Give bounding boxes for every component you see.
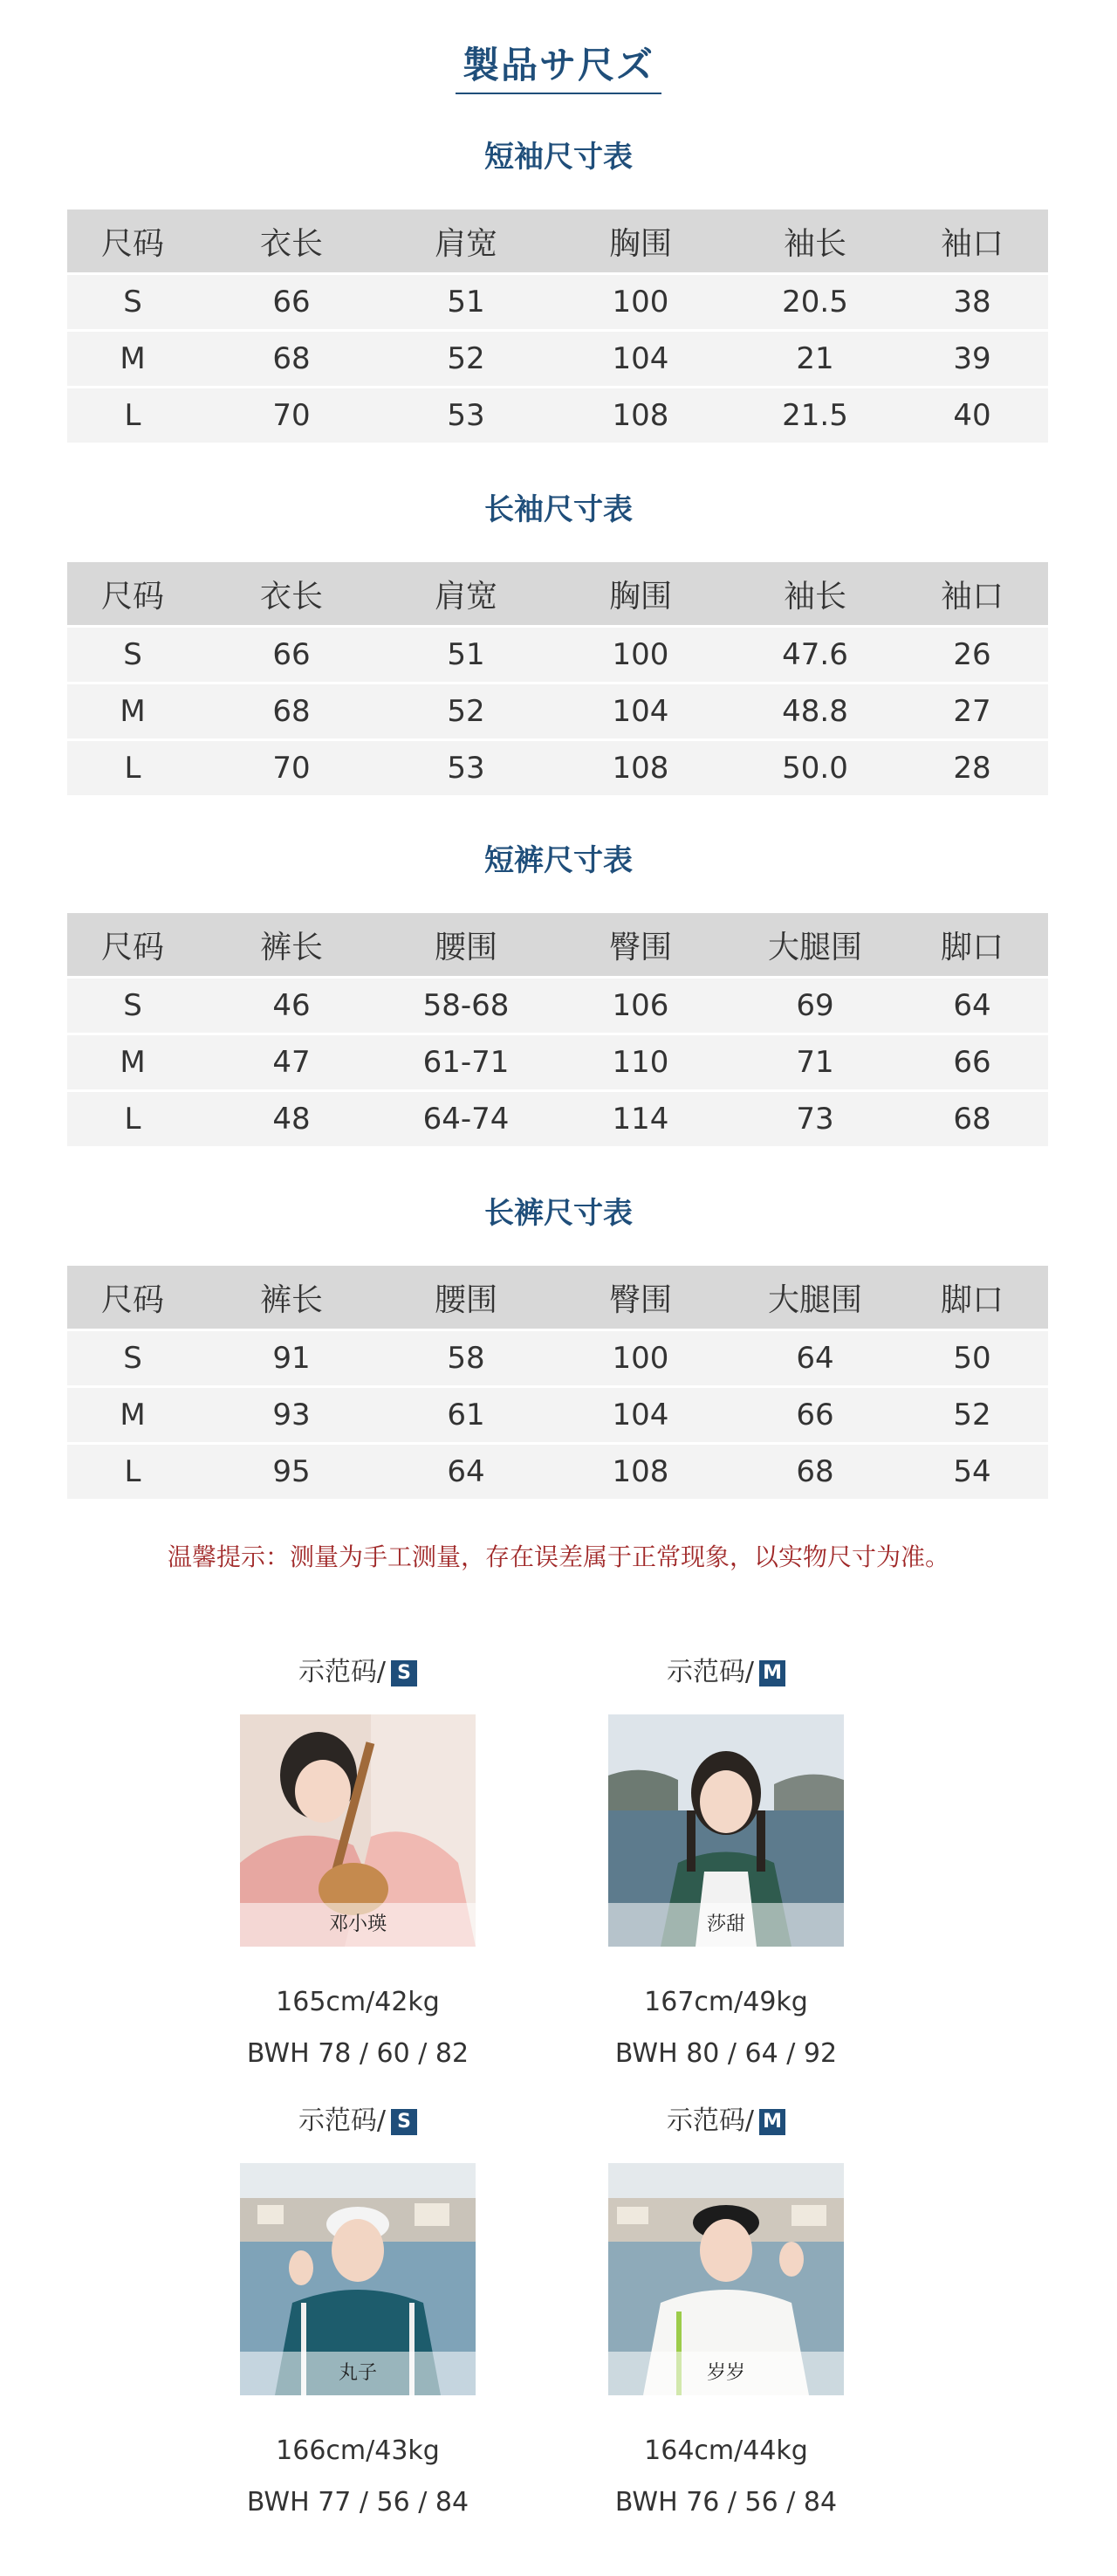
table-cell: 69: [734, 976, 896, 1033]
table-cell: 91: [198, 1329, 385, 1385]
table-cell: 53: [385, 738, 547, 795]
table-cell: 40: [896, 386, 1048, 443]
header-cell: 尺码: [67, 562, 198, 625]
page-title: 製品サ尺ズ: [462, 44, 654, 86]
size-table-short-sleeve: [67, 210, 1048, 443]
table-cell: 21: [734, 329, 896, 386]
model-bwh: BWH 80 / 64 / 92: [614, 2038, 838, 2069]
table-cell: 64: [734, 1329, 896, 1385]
table-cell: 64: [896, 976, 1048, 1033]
table-cell: 70: [198, 386, 385, 443]
table-cell: 51: [385, 272, 547, 329]
table-row: [67, 329, 1048, 386]
table-cell: L: [67, 1089, 198, 1146]
table-row: [67, 386, 1048, 443]
table-cell: S: [67, 272, 198, 329]
model-bwh: BWH 78 / 60 / 82: [246, 2038, 469, 2069]
table-row: [67, 625, 1048, 682]
table-cell: 21.5: [734, 386, 896, 443]
table-cell: 71: [734, 1033, 896, 1089]
table-row: [67, 1442, 1048, 1499]
table-cell: M: [67, 329, 198, 386]
header-cell: 衣长: [198, 210, 385, 272]
header-cell: 脚口: [896, 1266, 1048, 1329]
header-cell: 胸围: [547, 210, 734, 272]
table-cell: 66: [896, 1033, 1048, 1089]
table-cell: M: [67, 1033, 198, 1089]
size-badge: S: [391, 1660, 417, 1686]
model-label-text: 示范码/: [666, 1657, 755, 1687]
table-cell: S: [67, 625, 198, 682]
model-card: [543, 1655, 909, 2069]
size-table-long-sleeve: [67, 562, 1048, 795]
model-photo: [608, 2163, 844, 2395]
model-photo: [608, 1714, 844, 1947]
table-cell: 61: [385, 1385, 547, 1442]
model-height-weight: 166cm/43kg: [276, 2435, 440, 2466]
header-cell: 脚口: [896, 913, 1048, 976]
model-photo: [240, 1714, 476, 1947]
table-cell: 114: [547, 1089, 734, 1146]
table-header-row: [67, 210, 1048, 272]
section-title-trousers: 长裤尺寸表: [484, 1196, 633, 1231]
table-cell: 66: [198, 625, 385, 682]
table-cell: 20.5: [734, 272, 896, 329]
table-cell: 108: [547, 1442, 734, 1499]
table-header-row: [67, 562, 1048, 625]
table-cell: S: [67, 976, 198, 1033]
table-cell: 47: [198, 1033, 385, 1089]
table-cell: 68: [734, 1442, 896, 1499]
table-cell: M: [67, 682, 198, 738]
table-row: [67, 1033, 1048, 1089]
model-label-text: 示范码/: [298, 1657, 387, 1687]
table-cell: 66: [198, 272, 385, 329]
table-header-row: [67, 913, 1048, 976]
table-cell: 100: [547, 272, 734, 329]
table-cell: 52: [896, 1385, 1048, 1442]
table-cell: L: [67, 386, 198, 443]
table-cell: 28: [896, 738, 1048, 795]
header-cell: 尺码: [67, 1266, 198, 1329]
header-cell: 腰围: [385, 1266, 547, 1329]
table-cell: S: [67, 1329, 198, 1385]
model-name: 岁岁: [608, 2352, 844, 2395]
table-cell: 48.8: [734, 682, 896, 738]
header-cell: 袖口: [896, 210, 1048, 272]
size-badge: M: [759, 2109, 785, 2135]
table-cell: 27: [896, 682, 1048, 738]
size-badge: M: [759, 1660, 785, 1686]
table-cell: 70: [198, 738, 385, 795]
table-cell: 66: [734, 1385, 896, 1442]
header-cell: 裤长: [198, 1266, 385, 1329]
table-cell: 51: [385, 625, 547, 682]
table-cell: 108: [547, 386, 734, 443]
table-cell: 64: [385, 1442, 547, 1499]
table-cell: 104: [547, 1385, 734, 1442]
table-cell: M: [67, 1385, 198, 1442]
header-cell: 大腿围: [734, 1266, 896, 1329]
section-title-short-sleeve: 短袖尺寸表: [484, 140, 633, 175]
model-height-weight: 167cm/49kg: [644, 1987, 808, 2017]
table-cell: 100: [547, 625, 734, 682]
table-cell: 46: [198, 976, 385, 1033]
table-cell: 104: [547, 329, 734, 386]
table-row: [67, 1089, 1048, 1146]
size-table-trousers: [67, 1266, 1048, 1499]
model-bwh: BWH 77 / 56 / 84: [246, 2487, 469, 2518]
header-cell: 胸围: [547, 562, 734, 625]
model-size-label: [175, 1655, 541, 1690]
table-cell: 73: [734, 1089, 896, 1146]
table-header-row: [67, 1266, 1048, 1329]
table-row: [67, 738, 1048, 795]
section-title-shorts: 短裤尺寸表: [484, 843, 633, 878]
table-cell: 53: [385, 386, 547, 443]
table-cell: 61-71: [385, 1033, 547, 1089]
model-photo: [240, 2163, 476, 2395]
table-row: [67, 1385, 1048, 1442]
table-cell: 52: [385, 682, 547, 738]
header-cell: 袖长: [734, 210, 896, 272]
table-row: [67, 976, 1048, 1033]
table-cell: 68: [198, 329, 385, 386]
model-name: 邓小瑛: [240, 1903, 476, 1947]
title-underline: [456, 93, 661, 94]
model-height-weight: 164cm/44kg: [644, 2435, 808, 2466]
table-cell: 68: [896, 1089, 1048, 1146]
table-cell: 58-68: [385, 976, 547, 1033]
model-name: 莎甜: [608, 1903, 844, 1947]
model-card: [175, 1655, 541, 2069]
model-card: [543, 2104, 909, 2518]
header-cell: 裤长: [198, 913, 385, 976]
table-cell: 100: [547, 1329, 734, 1385]
table-cell: 26: [896, 625, 1048, 682]
model-size-label: [175, 2104, 541, 2139]
table-row: [67, 682, 1048, 738]
table-cell: 93: [198, 1385, 385, 1442]
header-cell: 大腿围: [734, 913, 896, 976]
model-card: [175, 2104, 541, 2518]
size-table-shorts: [67, 913, 1048, 1146]
header-cell: 袖口: [896, 562, 1048, 625]
measurement-notice: 温馨提示：测量为手工测量，存在误差属于正常现象，以实物尺寸为准。: [167, 1542, 949, 1571]
model-name: 丸子: [240, 2352, 476, 2395]
table-row: [67, 272, 1048, 329]
model-height-weight: 165cm/42kg: [276, 1987, 440, 2017]
model-bwh: BWH 76 / 56 / 84: [614, 2487, 838, 2518]
header-cell: 袖长: [734, 562, 896, 625]
table-cell: 54: [896, 1442, 1048, 1499]
table-cell: L: [67, 1442, 198, 1499]
table-cell: 50.0: [734, 738, 896, 795]
table-cell: 39: [896, 329, 1048, 386]
header-cell: 肩宽: [385, 210, 547, 272]
size-badge: S: [391, 2109, 417, 2135]
table-cell: 58: [385, 1329, 547, 1385]
table-cell: 47.6: [734, 625, 896, 682]
header-cell: 臀围: [547, 913, 734, 976]
table-cell: 110: [547, 1033, 734, 1089]
header-cell: 衣长: [198, 562, 385, 625]
table-cell: 104: [547, 682, 734, 738]
table-cell: 52: [385, 329, 547, 386]
table-cell: 38: [896, 272, 1048, 329]
header-cell: 尺码: [67, 913, 198, 976]
header-cell: 尺码: [67, 210, 198, 272]
table-cell: 50: [896, 1329, 1048, 1385]
section-title-long-sleeve: 长袖尺寸表: [484, 492, 633, 527]
model-label-text: 示范码/: [298, 2105, 387, 2136]
header-cell: 肩宽: [385, 562, 547, 625]
header-cell: 腰围: [385, 913, 547, 976]
table-cell: L: [67, 738, 198, 795]
model-size-label: [543, 2104, 909, 2139]
table-cell: 106: [547, 976, 734, 1033]
table-cell: 68: [198, 682, 385, 738]
table-cell: 95: [198, 1442, 385, 1499]
model-size-label: [543, 1655, 909, 1690]
table-cell: 48: [198, 1089, 385, 1146]
header-cell: 臀围: [547, 1266, 734, 1329]
table-cell: 64-74: [385, 1089, 547, 1146]
table-cell: 108: [547, 738, 734, 795]
table-row: [67, 1329, 1048, 1385]
model-label-text: 示范码/: [666, 2105, 755, 2136]
